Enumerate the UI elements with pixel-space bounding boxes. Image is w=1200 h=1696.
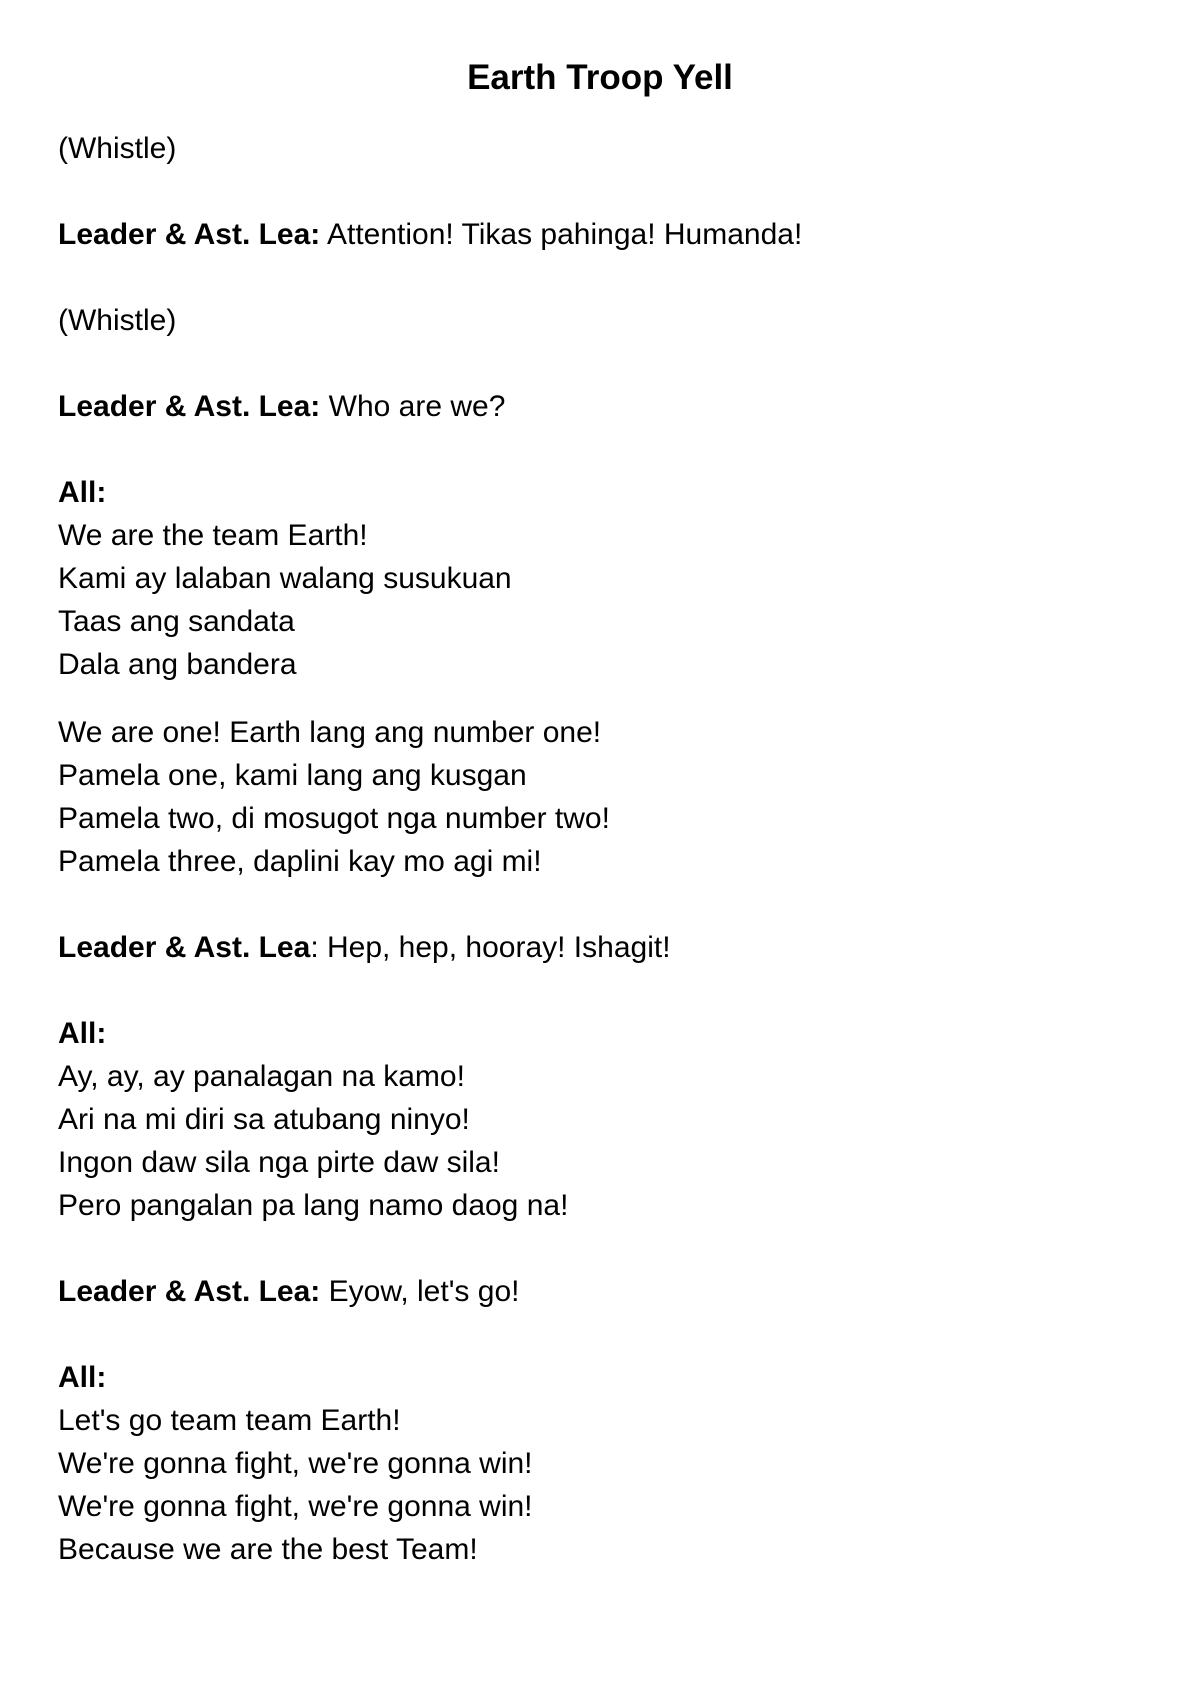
spacer (58, 1227, 1138, 1270)
verse-line: Ari na mi diri sa atubang ninyo! (58, 1103, 470, 1136)
verse-line: Taas ang sandata (58, 605, 295, 638)
all-response (58, 1012, 1138, 1227)
call-text: Who are we? (320, 390, 506, 423)
call-text: Eyow, let's go! (320, 1275, 520, 1308)
call-line (58, 213, 1138, 256)
verse-line: Pamela one, kami lang ang kusgan (58, 759, 527, 792)
verse-line: Let's go team team Earth! (58, 1404, 401, 1437)
verse-line: Pero pangalan pa lang namo daog na! (58, 1189, 569, 1222)
all-response (58, 1356, 1138, 1571)
whistle-text: (Whistle) (58, 304, 177, 337)
leader-call (58, 385, 1138, 428)
spacer (58, 1313, 1138, 1356)
speaker-label: Leader & Ast. Lea: (58, 390, 321, 423)
spacer (58, 342, 1138, 385)
call-line (58, 926, 1138, 969)
leader-call (58, 1270, 1138, 1313)
leader-call (58, 213, 1138, 256)
speaker-label: Leader & Ast. Lea: (58, 1275, 321, 1308)
speaker-label: All: (58, 1017, 107, 1050)
call-line (58, 385, 1138, 428)
verse-line: We are the team Earth! (58, 519, 368, 552)
stage-direction-whistle (58, 127, 1138, 170)
leader-call (58, 926, 1138, 969)
spacer (58, 256, 1138, 299)
call-line (58, 1270, 1138, 1313)
speaker-label: All: (58, 1361, 107, 1394)
verse-line: Dala ang bandera (58, 648, 297, 681)
all-response (58, 471, 1138, 686)
call-text: Attention! Tikas pahinga! Humanda! (320, 218, 803, 251)
spacer (58, 428, 1138, 471)
spacer (58, 170, 1138, 213)
verse-line: Kami ay lalaban walang susukuan (58, 562, 512, 595)
speaker-label: Leader & Ast. Lea (58, 931, 311, 964)
document-body (58, 127, 1138, 1571)
speaker-label: All: (58, 476, 107, 509)
stage-direction-whistle (58, 299, 1138, 342)
verse-line: We're gonna fight, we're gonna win! (58, 1490, 533, 1523)
verse-line: We're gonna fight, we're gonna win! (58, 1447, 533, 1480)
call-text: : Hep, hep, hooray! Ishagit! (310, 931, 671, 964)
verse-line: Ingon daw sila nga pirte daw sila! (58, 1146, 500, 1179)
spacer (58, 969, 1138, 1012)
verse-line: Because we are the best Team! (58, 1533, 478, 1566)
all-response-continued (58, 711, 1138, 883)
spacer (58, 686, 1138, 711)
speaker-label: Leader & Ast. Lea: (58, 218, 321, 251)
whistle-text: (Whistle) (58, 132, 177, 165)
verse-line: Pamela two, di mosugot nga number two! (58, 802, 610, 835)
verse-line: Ay, ay, ay panalagan na kamo! (58, 1060, 465, 1093)
verse-line: Pamela three, daplini kay mo agi mi! (58, 845, 542, 878)
document-title: Earth Troop Yell (467, 58, 733, 97)
spacer (58, 883, 1138, 926)
verse-line: We are one! Earth lang ang number one! (58, 716, 602, 749)
